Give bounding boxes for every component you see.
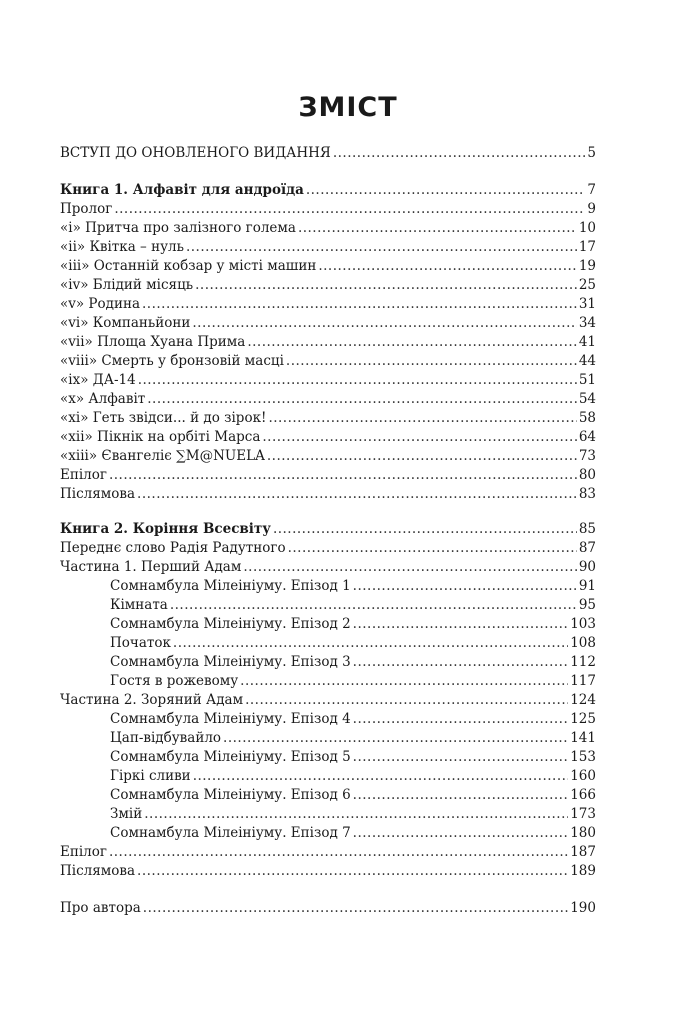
toc-entry-label: Цап-відбувайло [110, 730, 222, 746]
toc-entry-page: 87 [578, 540, 596, 556]
toc-entry[interactable] [60, 181, 596, 200]
dot-leader [144, 805, 568, 824]
dot-leader [333, 144, 586, 163]
toc-entry-page: 10 [578, 220, 596, 236]
toc-entry-page: 141 [570, 730, 596, 746]
toc-entry-label: Післямова [60, 486, 136, 502]
toc-entry-label: Сомнамбула Мілеініуму. Епізод 4 [110, 711, 351, 727]
toc-entry-label: Пролог [60, 201, 113, 217]
toc-entry-label: Епілог [60, 467, 107, 483]
toc-entry-page: 117 [570, 673, 596, 689]
toc-entry[interactable] [60, 409, 596, 428]
toc-entry[interactable] [60, 862, 596, 881]
toc-entry[interactable] [60, 390, 596, 409]
dot-leader [267, 447, 577, 466]
dot-leader [245, 691, 568, 710]
toc-entry[interactable] [60, 257, 596, 276]
toc-entry-label: «x» Алфавіт [60, 391, 146, 407]
toc-entry[interactable] [60, 520, 596, 539]
toc-entry-label: «ix» ДА-14 [60, 372, 136, 388]
toc-entry-page: 31 [578, 296, 596, 312]
toc-entry-label: «іі» Квітка – нуль [60, 239, 184, 255]
toc-entry[interactable] [60, 238, 596, 257]
toc-entry[interactable] [60, 295, 596, 314]
dot-leader [353, 653, 569, 672]
toc-entry-label: Про автора [60, 900, 141, 916]
toc-entry-label: «vii» Площа Хуана Прима [60, 334, 246, 350]
dot-leader [195, 276, 577, 295]
toc-entry-page: 51 [578, 372, 596, 388]
toc-entry-page: 25 [578, 277, 596, 293]
toc-entry[interactable] [60, 371, 596, 390]
dot-leader [353, 615, 569, 634]
toc-entry[interactable] [60, 539, 596, 558]
toc-entry-page: 187 [570, 844, 596, 860]
toc-entry[interactable] [110, 748, 596, 767]
toc-entry-page: 189 [570, 863, 596, 879]
page-title: ЗМІСТ [298, 92, 398, 123]
dot-leader [306, 181, 586, 200]
toc-entry-page: 112 [570, 654, 596, 670]
toc-entry-page: 124 [570, 692, 596, 708]
toc-entry[interactable] [60, 276, 596, 295]
toc-entry-label: Початок [110, 635, 171, 651]
dot-leader [114, 200, 585, 219]
toc-entry-page: 125 [570, 711, 596, 727]
toc-entry[interactable] [60, 485, 596, 504]
toc-entry-label: Післямова [60, 863, 136, 879]
toc-entry[interactable] [110, 824, 596, 843]
dot-leader [137, 862, 568, 881]
toc-entry-label: «і» Притча про залізного голема [60, 220, 296, 236]
toc-entry[interactable] [110, 672, 596, 691]
toc-entry-page: 173 [570, 806, 596, 822]
toc-entry[interactable] [110, 805, 596, 824]
dot-leader [318, 257, 576, 276]
dot-leader [173, 634, 568, 653]
toc-entry-page: 54 [578, 391, 596, 407]
dot-leader [240, 672, 568, 691]
toc-entry-page: 5 [587, 145, 596, 161]
dot-leader [109, 466, 577, 485]
dot-leader [353, 786, 569, 805]
toc-entry-page: 166 [570, 787, 596, 803]
dot-leader [186, 238, 577, 257]
toc-entry-label: Сомнамбула Мілеініуму. Епізод 5 [110, 749, 351, 765]
toc-entry-label: «xiii» Євангеліє ∑M@NUELA [60, 448, 265, 464]
dot-leader [170, 596, 577, 615]
dot-leader [147, 390, 577, 409]
toc-entry-page: 160 [570, 768, 596, 784]
toc-entry-label: «vi» Компаньйони [60, 315, 191, 331]
toc-entry[interactable] [60, 447, 596, 466]
toc-entry[interactable] [110, 596, 596, 615]
toc-entry-page: 9 [587, 201, 596, 217]
dot-leader [247, 333, 576, 352]
dot-leader [243, 558, 576, 577]
toc-entry-page: 108 [570, 635, 596, 651]
toc-entry-page: 17 [578, 239, 596, 255]
toc-entry-label: Епілог [60, 844, 107, 860]
toc-entry-label: Сомнамбула Мілеініуму. Епізод 6 [110, 787, 351, 803]
toc-entry-label: Змій [110, 806, 143, 822]
toc-entry[interactable] [60, 144, 596, 163]
toc-entry[interactable] [60, 428, 596, 447]
toc-entry-label: Сомнамбула Мілеініуму. Епізод 3 [110, 654, 351, 670]
toc-entry[interactable] [60, 899, 596, 918]
toc-entry[interactable] [60, 219, 596, 238]
toc-entry-label: Сомнамбула Мілеініуму. Епізод 1 [110, 578, 351, 594]
toc-entry[interactable] [110, 786, 596, 805]
toc-entry[interactable] [110, 767, 596, 786]
dot-leader [288, 539, 577, 558]
toc-entry[interactable] [60, 200, 596, 219]
toc-entry-page: 103 [570, 616, 596, 632]
dot-leader [353, 748, 569, 767]
toc-entry-label: «viii» Смерть у бронзовій масці [60, 353, 284, 369]
dot-leader [286, 352, 577, 371]
toc-entry-page: 19 [578, 258, 596, 274]
toc-entry-page: 44 [578, 353, 596, 369]
toc-entry-label: «ііі» Останній кобзар у місті машин [60, 258, 317, 274]
toc-entry[interactable] [60, 314, 596, 333]
toc-entry-label: Частина 2. Зоряний Адам [60, 692, 244, 708]
toc-entry-label: Сомнамбула Мілеініуму. Епізод 7 [110, 825, 351, 841]
toc-entry[interactable] [60, 333, 596, 352]
toc-entry-page: 83 [578, 486, 596, 502]
toc-entry[interactable] [60, 352, 596, 371]
toc-entry-page: 91 [578, 578, 596, 594]
toc-entry-label: «v» Родина [60, 296, 141, 312]
toc-entry[interactable] [60, 691, 596, 710]
dot-leader [353, 824, 569, 843]
dot-leader [109, 843, 568, 862]
toc-entry-label: «xi» Геть звідси... й до зірок! [60, 410, 267, 426]
toc-entry-page: 90 [578, 559, 596, 575]
dot-leader [268, 409, 576, 428]
toc-entry-label: «xii» Пікнік на орбіті Марса [60, 429, 261, 445]
dot-leader [223, 729, 568, 748]
toc-entry-page: 190 [570, 900, 596, 916]
toc-entry-page: 95 [578, 597, 596, 613]
toc-entry-label: Сомнамбула Мілеініуму. Епізод 2 [110, 616, 351, 632]
toc-entry-label: ВСТУП ДО ОНОВЛЕНОГО ВИДАННЯ [60, 145, 331, 161]
toc-entry[interactable] [60, 558, 596, 577]
toc-entry[interactable] [60, 843, 596, 862]
dot-leader [137, 485, 577, 504]
toc-entry-page: 180 [570, 825, 596, 841]
dot-leader [353, 710, 569, 729]
dot-leader [142, 295, 577, 314]
dot-leader [193, 767, 569, 786]
dot-leader [298, 219, 577, 238]
toc-entry[interactable] [110, 729, 596, 748]
toc-entry-page: 80 [578, 467, 596, 483]
toc-entry-label: Книга 1. Алфавіт для андроїда [60, 182, 304, 198]
toc-entry-page: 41 [578, 334, 596, 350]
toc-entry[interactable] [110, 653, 596, 672]
toc-entry-label: Кімната [110, 597, 168, 613]
dot-leader [353, 577, 577, 596]
toc-entry-page: 58 [578, 410, 596, 426]
toc-entry[interactable] [110, 634, 596, 653]
toc-entry[interactable] [110, 710, 596, 729]
dot-leader [262, 428, 576, 447]
toc-entry[interactable] [110, 577, 596, 596]
toc-entry-label: Книга 2. Коріння Всесвіту [60, 521, 271, 537]
toc-entry-label: Переднє слово Радія Радутного [60, 540, 286, 556]
toc-entry-page: 73 [578, 448, 596, 464]
dot-leader [143, 899, 568, 918]
toc-entry[interactable] [110, 615, 596, 634]
toc-entry[interactable] [60, 466, 596, 485]
toc-entry-page: 153 [570, 749, 596, 765]
dot-leader [138, 371, 577, 390]
dot-leader [273, 520, 577, 539]
toc-entry-label: Гостя в рожевому [110, 673, 239, 689]
dot-leader [192, 314, 576, 333]
toc-entry-label: Гіркі сливи [110, 768, 191, 784]
toc-entry-label: «iv» Блідий місяць [60, 277, 194, 293]
toc-entry-page: 34 [578, 315, 596, 331]
toc-entry-label: Частина 1. Перший Адам [60, 559, 242, 575]
toc-entry-page: 7 [587, 182, 596, 198]
toc-entry-page: 64 [578, 429, 596, 445]
toc-entry-page: 85 [578, 521, 596, 537]
